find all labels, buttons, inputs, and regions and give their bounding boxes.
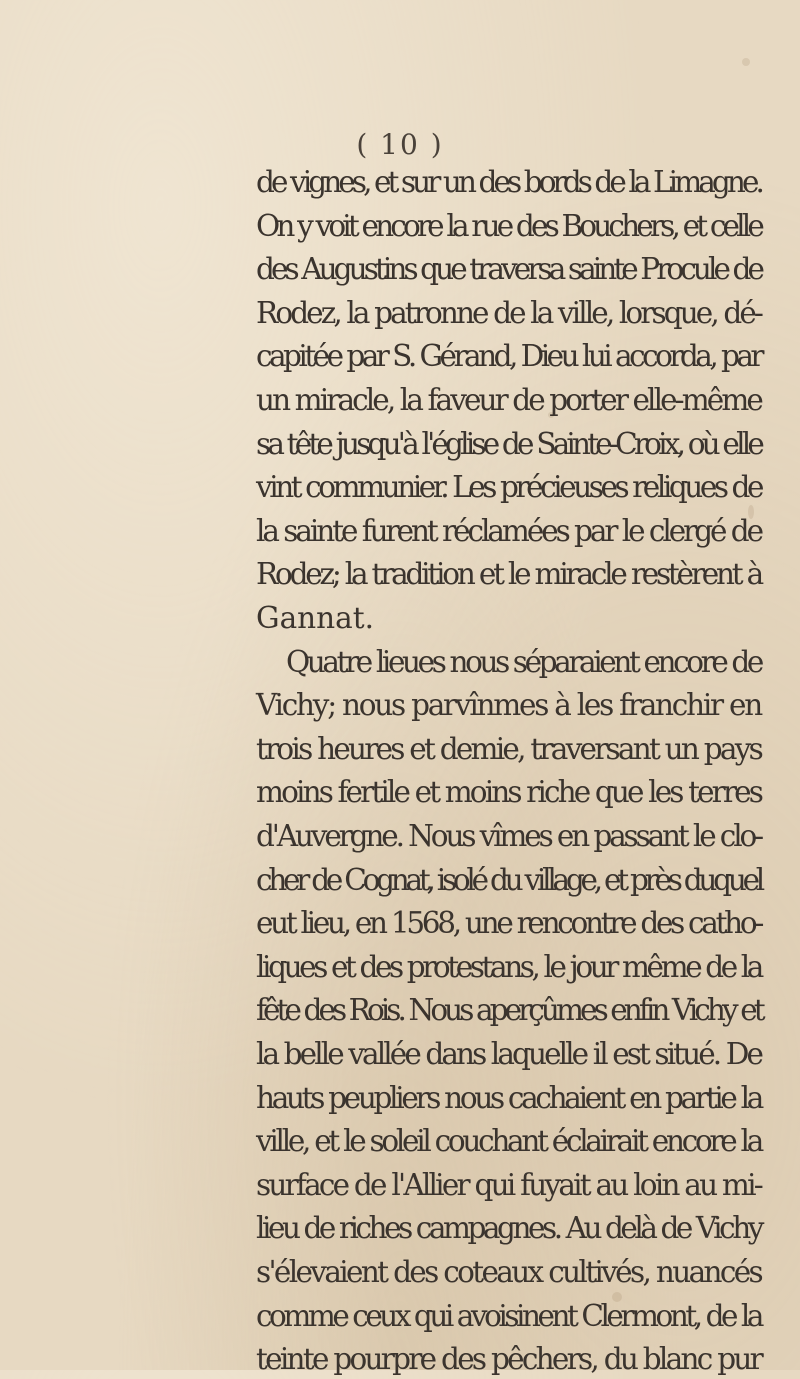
text-line: Rodez; la tradition et le miracle restèrent à — [256, 557, 761, 592]
text-line: surface de l'Allier qui fuyait au loin au mi- — [256, 1167, 761, 1202]
text-line: Vichy; nous parvînmes à les franchir en — [256, 688, 761, 723]
text-line: liques et des protestans, le jour même de la — [256, 949, 761, 984]
text-line: teinte pourpre des pêchers, du blanc pur — [256, 1342, 761, 1377]
text-line: capitée par S. Gérand, Dieu lui accorda, par — [256, 339, 762, 374]
text-line: la sainte furent réclamées par le clergé de — [256, 513, 761, 548]
text-line: comme ceux qui avoisinent Clermont, de la — [256, 1298, 761, 1333]
page-number: ( 10 ) — [356, 128, 444, 161]
text-line: lieu de riches campagnes. Au delà de Vichy — [256, 1211, 761, 1246]
text-line: des Augustins que traversa sainte Procule de — [256, 252, 761, 287]
text-line: fête des Rois. Nous aperçûmes enfin Vichy et — [256, 993, 762, 1028]
text-line: un miracle, la faveur de porter elle-même — [256, 383, 761, 417]
text-line: la belle vallée dans laquelle il est situé. De — [256, 1037, 761, 1071]
text-line: d'Auvergne. Nous vîmes en passant le clo- — [256, 819, 761, 853]
text-line: s'élevaient des coteaux cultivés, nuancés — [256, 1255, 761, 1289]
text-line: de vignes, et sur un des bords de la Limagne. — [256, 165, 761, 199]
text-line: hauts peupliers nous cachaient en partie la — [256, 1080, 761, 1115]
text-line: Rodez, la patronne de la ville, lorsque, dé- — [256, 295, 761, 330]
text-line: cher de Cognat, isolé du village, et près duquel — [256, 862, 761, 897]
paper-stain — [742, 58, 750, 66]
text-line: ville, et le soleil couchant éclairait encore la — [256, 1124, 761, 1159]
text-line: Gannat. — [256, 601, 374, 635]
text-line: On y voit encore la rue des Bouchers, et celle — [256, 208, 761, 243]
text-line: eut lieu, en 1568, une rencontre des catho- — [256, 906, 761, 941]
text-line: trois heures et demie, traversant un pays — [256, 731, 761, 766]
paragraph-start-line: Quatre lieues nous séparaient encore de — [286, 644, 761, 679]
text-line: vint communier. Les précieuses reliques de — [256, 470, 761, 505]
text-line: sa tête jusqu'à l'église de Sainte-Croix, où elle — [256, 426, 761, 461]
text-line: moins fertile et moins riche que les terres — [256, 775, 761, 810]
